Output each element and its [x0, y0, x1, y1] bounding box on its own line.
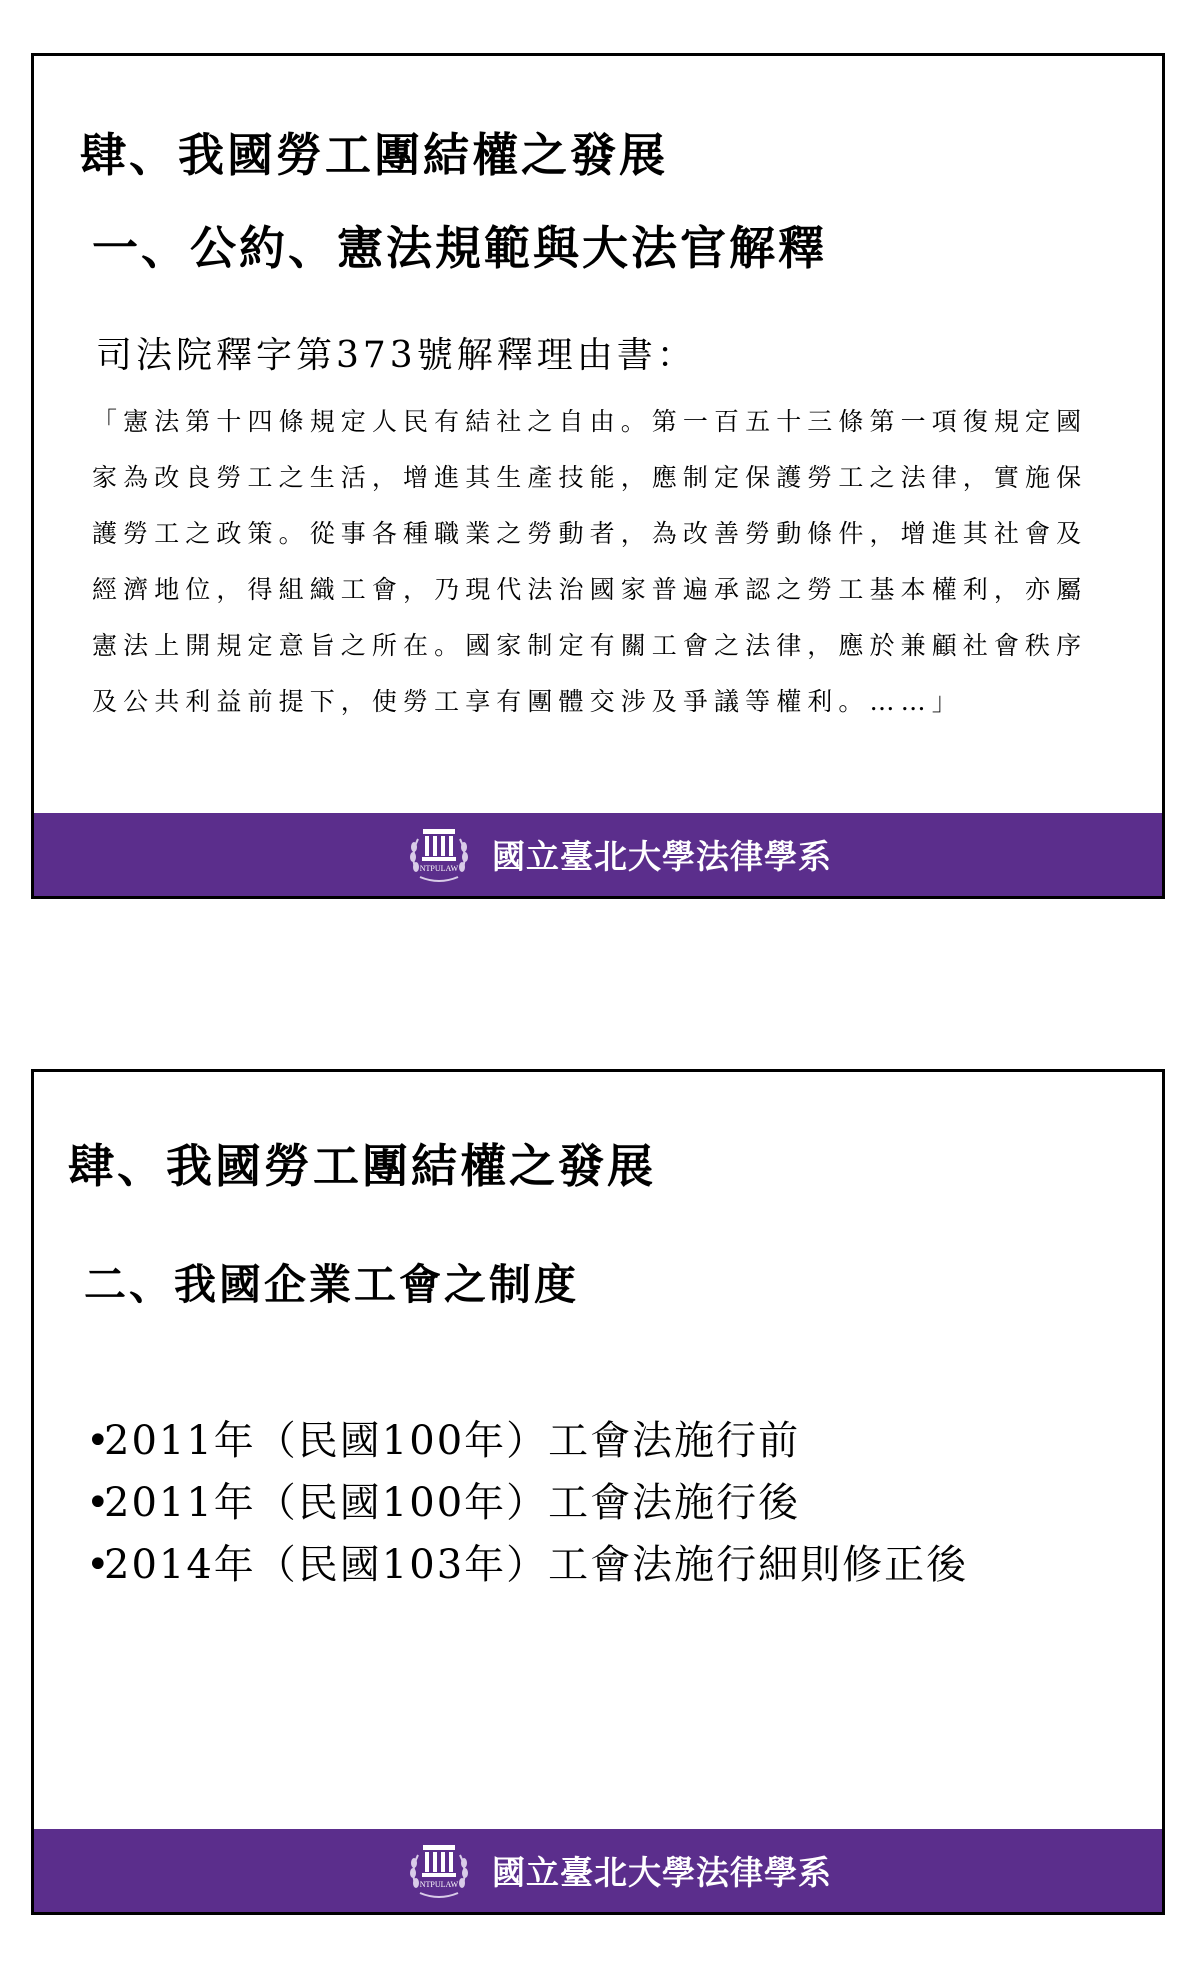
slide-subtitle: 二、我國企業工會之制度 — [84, 1260, 580, 1309]
slide-footer — [34, 1829, 1162, 1912]
list-item — [86, 1534, 968, 1596]
quote-line: 憲法上開規定意旨之所在。國家制定有關工會之法律，應於兼顧社會秩序 — [92, 631, 1088, 660]
slide-1 — [31, 53, 1165, 899]
slide-title: 肆、我國勞工團結權之發展 — [80, 128, 668, 182]
logo-text: NTPULAW — [419, 864, 459, 873]
list-item — [86, 1410, 968, 1472]
citation-heading: 司法院釋字第373號解釋理由書： — [96, 335, 697, 376]
slide-2 — [31, 1069, 1165, 1915]
building-laurel-logo-icon — [406, 821, 472, 887]
quote-line: 經濟地位，得組織工會，乃現代法治國家普遍承認之勞工基本權利，亦屬 — [92, 575, 1088, 604]
footer-label: 國立臺北大學法律學系 — [492, 1852, 832, 1892]
bullet-symbol: • — [86, 1542, 112, 1588]
list-item — [86, 1472, 968, 1534]
bullet-list — [86, 1410, 968, 1596]
quote-line: 「憲法第十四條規定人民有結社之自由。第一百五十三條第一項復規定國 — [92, 407, 1088, 436]
bullet-symbol: • — [86, 1418, 112, 1464]
footer-label: 國立臺北大學法律學系 — [492, 836, 832, 876]
list-item-text: 2011年（民國100年）工會法施行前 — [104, 1418, 801, 1464]
slide-footer — [34, 813, 1162, 896]
quote-line: 家為改良勞工之生活，增進其生產技能，應制定保護勞工之法律，實施保 — [92, 463, 1088, 492]
bullet-symbol: • — [86, 1480, 112, 1526]
quote-line: 及公共利益前提下，使勞工享有團體交涉及爭議等權利。……」 — [92, 687, 963, 716]
quote-block — [92, 394, 1132, 730]
quote-line: 護勞工之政策。從事各種職業之勞動者，為改善勞動條件，增進其社會及 — [92, 519, 1088, 548]
building-laurel-logo-icon — [406, 1837, 472, 1903]
list-item-text: 2014年（民國103年）工會法施行細則修正後 — [104, 1542, 969, 1588]
slide-title: 肆、我國勞工團結權之發展 — [68, 1139, 656, 1193]
list-item-text: 2011年（民國100年）工會法施行後 — [104, 1480, 801, 1526]
logo-text: NTPULAW — [419, 1880, 459, 1889]
slide-subtitle: 一、公約、憲法規範與大法官解釋 — [92, 221, 827, 275]
